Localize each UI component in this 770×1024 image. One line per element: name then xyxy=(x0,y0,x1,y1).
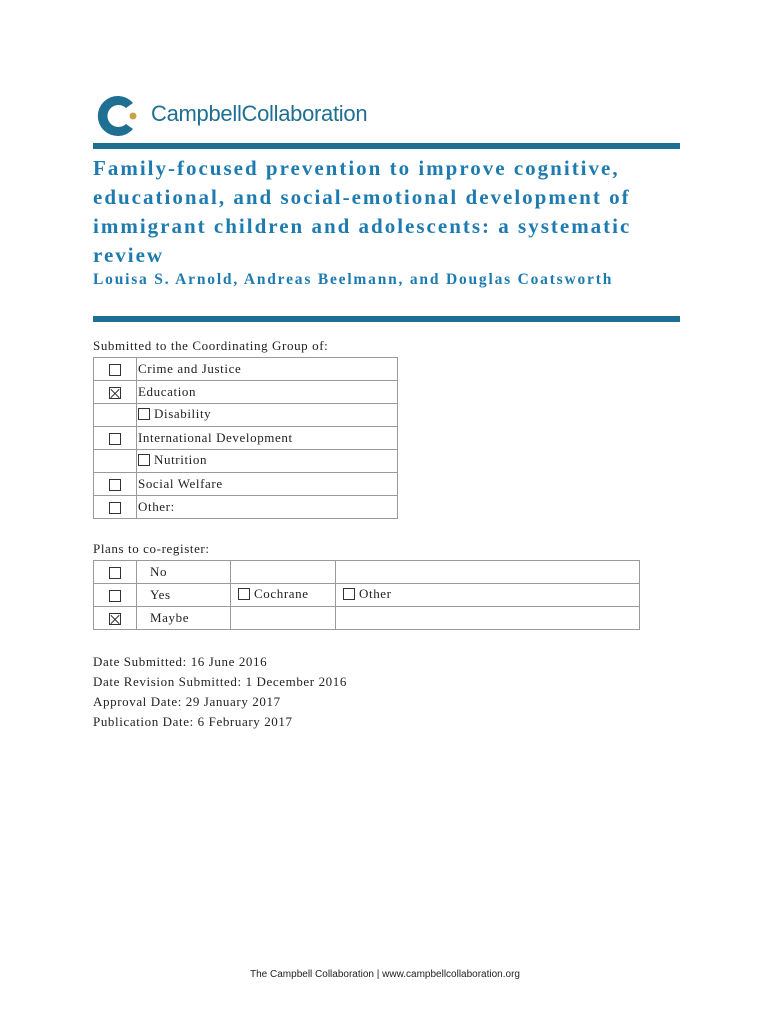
coordinating-row xyxy=(94,381,398,404)
yes-label: Yes xyxy=(150,587,171,602)
coordinating-label: Nutrition xyxy=(154,452,208,467)
coordinating-checkbox[interactable] xyxy=(138,408,150,420)
campbell-logo-icon xyxy=(93,91,143,141)
maybe-checkbox[interactable] xyxy=(109,613,121,625)
coordinating-row xyxy=(94,404,398,427)
maybe-label: Maybe xyxy=(150,610,190,625)
coordinating-checkbox[interactable] xyxy=(109,364,121,376)
coordinating-label: Disability xyxy=(154,406,212,421)
coordinating-row xyxy=(94,427,398,450)
coregister-label: Plans to co-register: xyxy=(93,541,210,556)
coordinating-group-label: Submitted to the Coordinating Group of: xyxy=(93,338,329,353)
approval-date: Approval Date: 29 January 2017 xyxy=(93,694,281,709)
coordinating-checkbox[interactable] xyxy=(109,433,121,445)
coordinating-row xyxy=(94,358,398,381)
coregister-row-no xyxy=(94,561,640,584)
title-rule-bottom xyxy=(93,316,680,322)
logo-text: CampbellCollaboration xyxy=(151,101,368,126)
coordinating-row xyxy=(94,450,398,473)
other-coregister-label: Other xyxy=(359,586,392,601)
coordinating-checkbox[interactable] xyxy=(109,502,121,514)
coordinating-checkbox[interactable] xyxy=(138,454,150,466)
dates-block xyxy=(93,652,347,732)
coordinating-group-table xyxy=(93,357,398,519)
other-checkbox[interactable] xyxy=(343,588,355,600)
no-checkbox[interactable] xyxy=(109,567,121,579)
coordinating-checkbox[interactable] xyxy=(109,479,121,491)
date-submitted: Date Submitted: 16 June 2016 xyxy=(93,654,268,669)
coordinating-checkbox[interactable] xyxy=(109,387,121,399)
coordinating-label: International Development xyxy=(138,430,293,445)
coordinating-row xyxy=(94,473,398,496)
cochrane-checkbox[interactable] xyxy=(238,588,250,600)
coordinating-label: Education xyxy=(138,384,197,399)
date-revision-submitted: Date Revision Submitted: 1 December 2016 xyxy=(93,674,347,689)
coordinating-label: Crime and Justice xyxy=(138,361,242,376)
yes-checkbox[interactable] xyxy=(109,590,121,602)
coordinating-row xyxy=(94,496,398,519)
page-footer: The Campbell Collaboration | www.campbellcollaboration.org xyxy=(250,969,520,980)
coregister-row-maybe xyxy=(94,607,640,630)
title-rule-top xyxy=(93,143,680,149)
cochrane-label: Cochrane xyxy=(254,586,309,601)
coregister-row-yes xyxy=(94,584,640,607)
coordinating-label: Social Welfare xyxy=(138,476,223,491)
coregister-table xyxy=(93,560,640,630)
publication-date: Publication Date: 6 February 2017 xyxy=(93,714,293,729)
coordinating-label: Other: xyxy=(138,499,175,514)
authors: Louisa S. Arnold, Andreas Beelmann, and Douglas Coatsworth xyxy=(93,271,614,288)
document-title: Family-focused prevention to improve cognitive, educational, and social-emotional development of immigrant children and adolescents: a systematic review xyxy=(93,156,632,267)
no-label: No xyxy=(150,564,168,579)
